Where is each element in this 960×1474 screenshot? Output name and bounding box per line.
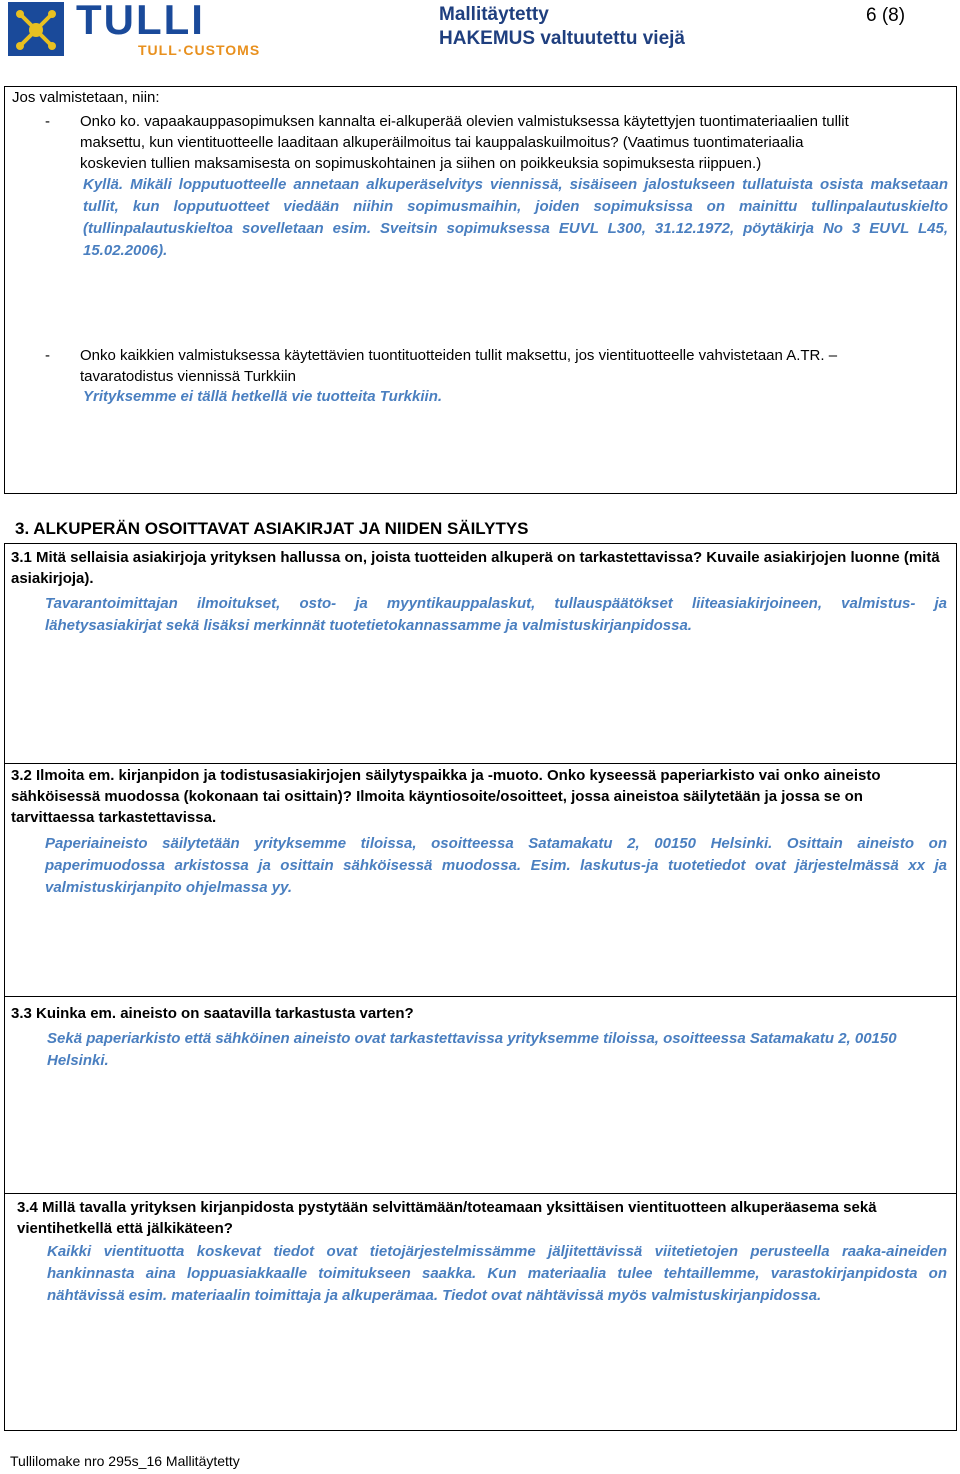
q34-box: [4, 1193, 957, 1431]
q33-question: 3.3 Kuinka em. aineisto on saatavilla tarkastusta varten?: [11, 1005, 414, 1022]
item1-question-line2: maksettu, kun vientituotteelle laaditaan alkuperäilmoitus tai kauppalaskuilmoitus? (Vaatimus tuontimateriaalia: [80, 134, 804, 151]
manufacturing-box: [4, 86, 957, 494]
item1-answer: Kyllä. Mikäli lopputuotteelle annetaan alkuperäselvitys viennissä, sisäiseen jalostukseen tullatuista osista maksetaan tullit, kun lopputuotteet viedään niihin sopimusmaihin, joiden sopimuksissa on mainittu tullinpalautuskielto (tullinpalautuskieltoa sovelletaan esim. Sveitsin sopimuksessa EUVL L300, 31.12.1972, pöytäkirja No 3 EUVL L45, 15.02.2006).: [83, 176, 948, 259]
q31-question: 3.1 Mitä sellaisia asiakirjoja yrityksen hallussa on, joista tuotteiden alkuperä on tarkastettavissa? Kuvaile asiakirjojen luonne (mitä asiakirjoja).: [11, 549, 940, 587]
logo-main-text: TULLI: [76, 0, 205, 43]
item2-dash: -: [45, 347, 50, 364]
page-number: 6 (8): [866, 5, 906, 26]
form-footer: Tullilomake nro 295s_16 Mallitäytetty: [10, 1453, 240, 1469]
q32-answer: Paperiaineisto säilytetään yrityksemme tiloissa, osoitteessa Satamakatu 2, 00150 Helsinki. Osittain aineisto on paperimuodossa arkistossa ja osittain sähköisessä muodossa. Esim. laskutus-ja tuotetiedot ovat järjestelmässä xx ja valmistuskirjanpito ohjelmassa yy.: [45, 835, 947, 896]
q33-answer: Sekä paperiarkisto että sähköinen aineisto ovat tarkastettavissa yrityksemme tiloissa, osoitteessa Satamakatu 2, 00150 Helsinki.: [47, 1030, 897, 1069]
logo-sub-text: TULL·CUSTOMS: [138, 42, 261, 58]
section3-heading: 3. ALKUPERÄN OSOITTAVAT ASIAKIRJAT JA NIIDEN SÄILYTYS: [15, 519, 529, 538]
item2-answer: Yrityksemme ei tällä hetkellä vie tuotteita Turkkiin.: [83, 388, 443, 405]
item1-question-line1: Onko ko. vapaakauppasopimuksen kannalta ei-alkuperää olevien valmistuksessa käytettyjen tuontimateriaalien tullit: [80, 113, 849, 130]
q32-question: 3.2 Ilmoita em. kirjanpidon ja todistusasiakirjojen säilytyspaikka ja -muoto. Onko kyseessä paperiarkisto vai onko aineisto sähköisessä muodossa (kokonaan tai osittain)? Ilmoita käyntiosoite/osoitteet, jossa aineistoa säilytetään ja jossa se on tarvittaessa tarkastettavissa.: [11, 767, 881, 826]
box-intro: Jos valmistetaan, niin:: [12, 89, 160, 106]
q34-answer: Kaikki vientituotta koskevat tiedot ovat tietojärjestelmissämme jäljitettävissä viitetietojen perusteella raaka-aineiden hankinnasta aina loppuasiakkaalle toimitukseen saakka. Kun materiaalia tulee tehtaillemme, varastokirjanpidosta on nähtävissä esim. materiaalin toimittaja ja alkuperämaa. Tiedot ovat nähtävissä myös valmistuskirjanpidossa.: [47, 1243, 947, 1304]
item1-dash: -: [45, 113, 50, 130]
page-header: [0, 0, 960, 70]
q31-box: [4, 543, 957, 764]
q31-answer: Tavarantoimittajan ilmoitukset, osto- ja myyntikauppalaskut, tullauspäätökset liiteasiakirjoineen, valmistus- ja lähetysasiakirjat sekä lisäksi merkinnät tuotetietokannassamme ja valmistuskirjanpidossa.: [45, 595, 947, 634]
q34-question: 3.4 Millä tavalla yrityksen kirjanpidosta pystytään selvittämään/toteamaan yksittäisen vientituotteen alkuperäasema sekä vientihetkellä että jälkikäteen?: [17, 1199, 877, 1237]
item2-question-line2: tavaratodistus viennissä Turkkiin: [80, 368, 296, 385]
item2-question-line1: Onko kaikkien valmistuksessa käytettävien tuontituotteiden tullit maksettu, jos vientituotteelle vahvistetaan A.TR. –: [80, 347, 838, 364]
q33-box: [4, 996, 957, 1194]
form-title-line2: HAKEMUS valtuutettu viejä: [439, 28, 685, 49]
tulli-logo: [8, 2, 288, 58]
q32-box: [4, 763, 957, 997]
form-title-line1: Mallitäytetty: [439, 4, 549, 25]
item1-question-line3: koskevien tullien maksamisesta on sopimuskohtainen ja siihen on poikkeuksia sopimuksesta riippuen.): [80, 155, 762, 172]
